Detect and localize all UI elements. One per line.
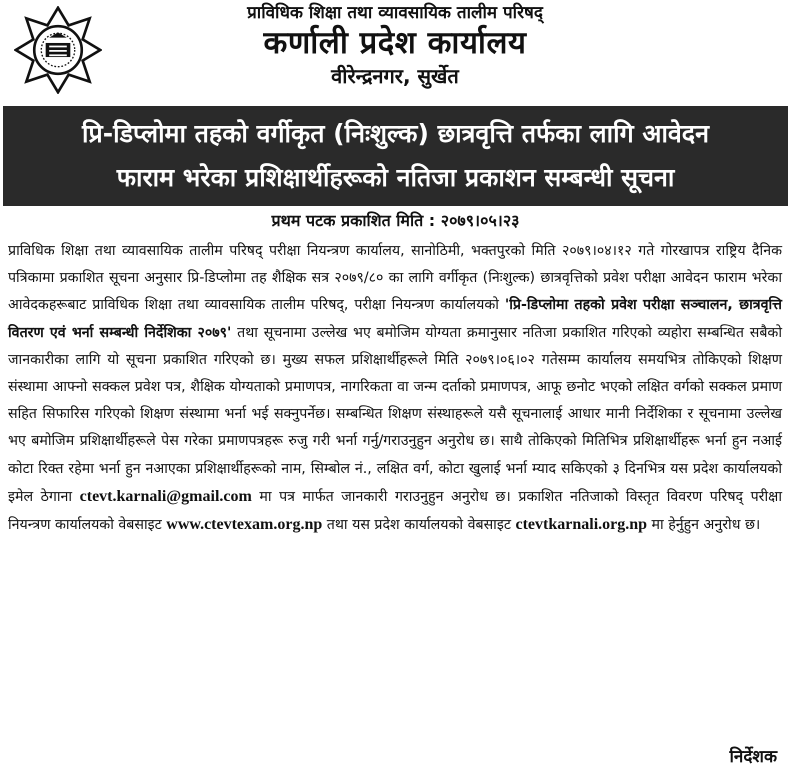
notice-body xyxy=(8,238,782,539)
guideline-title: 'प्रि-डिप्लोमा तहको प्रवेश परीक्षा सञ्चालन, छात्रवृत्ति वितरण एवं भर्ना सम्बन्धी निर्देशिका २०७९' xyxy=(8,297,782,341)
notice-title-banner xyxy=(3,106,788,206)
contact-email[interactable]: ctevt.karnali@gmail.com xyxy=(79,487,252,505)
office-location: वीरेन्द्रनगर, सुर्खेत xyxy=(331,64,459,88)
notice-title-line-2: फाराम भरेका प्रशिक्षार्थीहरूको नतिजा प्रकाशन सम्बन्धी सूचना xyxy=(116,163,675,192)
office-website-link[interactable]: ctevtkarnali.org.np xyxy=(515,516,648,534)
published-date: प्रथम पटक प्रकाशित मिति : २०७९।०५।२३ xyxy=(271,211,520,230)
notice-title-line-1: प्रि-डिप्लोमा तहको वर्गीकृत (निःशुल्क) छात्रवृत्ति तर्फका लागि आवेदन xyxy=(82,119,709,148)
body-text-part-1: प्राविधिक शिक्षा तथा व्यावसायिक तालीम परिषद् परीक्षा नियन्त्रण कार्यालय, सानोठिमी, भक्तपुरको मिति २०७९।०४।१२ गते गोरखापत्र राष्ट्रिय दैनिक पत्रिकामा प्रकाशित सूचना अनुसार प्रि-डिप्लोमा तह शैक्षिक सत्र २०७९/८० का लागि वर्गीकृत (निःशुल्क) छात्रवृत्तिको प्रवेश परीक्षा आवेदन फाराम भरेका आवेदकहरूबाट प्राविधिक शिक्षा तथा व्यावसायिक तालीम परिषद्, परीक्षा नियन्त्रण कार्यालयको xyxy=(8,243,782,314)
body-text-part-3: मा पत्र मार्फत जानकारी गराउनुहुन अनुरोध छ। प्रकाशित नतिजाको विस्तृत विवरण परिषद् परीक्षा नियन्त्रण कार्यालयको वेबसाइट xyxy=(8,488,783,534)
body-text-part-2: तथा सूचनामा उल्लेख भए बमोजिम योग्यता क्रमानुसार नतिजा प्रकाशित गरिएको व्यहोरा सम्बन्धित सबैको जानकारीका लागि यो सूचना प्रकाशित गरिएको छ। मुख्य सफल प्रशिक्षार्थीहरूले मिति २०७९।०६।०२ गतेसम्म कार्यालय समयभित्र तोकिएको शिक्षण संस्थामा आफ्नो सक्कल प्रवेश पत्र, शैक्षिक योग्यताको प्रमाणपत्र, नागरिकता वा जन्म दर्ताको प्रमाणपत्र, आफू छनोट भएको लक्षित वर्गको सक्कल प्रमाण सहित सिफारिस गरिएको शिक्षण संस्थामा भर्ना भई सक्नुपर्नेछ। सम्बन्धित शिक्षण संस्थाहरूले यसै सूचनालाई आधार मानी निर्देशिका र सूचनामा उल्लेख भए बमोजिम प्रशिक्षार्थीहरूले पेस गरेका प्रमाणपत्रहरू रुजु गरी भर्ना गर्नु/गराउनुहुन अनुरोध छ। साथै तोकिएको मितिभित्र प्रशिक्षार्थीहरू भर्ना हुन नआई कोटा रिक्त रहेमा भर्ना हुन नआएका प्रशिक्षार्थीहरूको नाम, सिम्बोल नं., लक्षित वर्ग, कोटा खुलाई भर्ना म्याद सकिएको ३ दिनभित्र यस प्रदेश कार्यालयको इमेल ठेगाना xyxy=(8,324,782,505)
body-text-part-5: मा हेर्नुहुन अनुरोध छ। xyxy=(647,517,761,534)
council-name: प्राविधिक शिक्षा तथा व्यावसायिक तालीम परिषद् xyxy=(247,3,543,23)
ctevt-star-emblem-icon xyxy=(14,6,102,94)
office-name: कर्णाली प्रदेश कार्यालय xyxy=(263,25,527,61)
exam-website-link[interactable]: www.ctevtexam.org.np xyxy=(166,516,323,534)
header-text xyxy=(120,2,670,90)
body-text-part-4: तथा यस प्रदेश कार्यालयको वेबसाइट xyxy=(322,517,516,534)
header xyxy=(0,0,791,100)
signature: निर्देशक xyxy=(729,747,777,767)
